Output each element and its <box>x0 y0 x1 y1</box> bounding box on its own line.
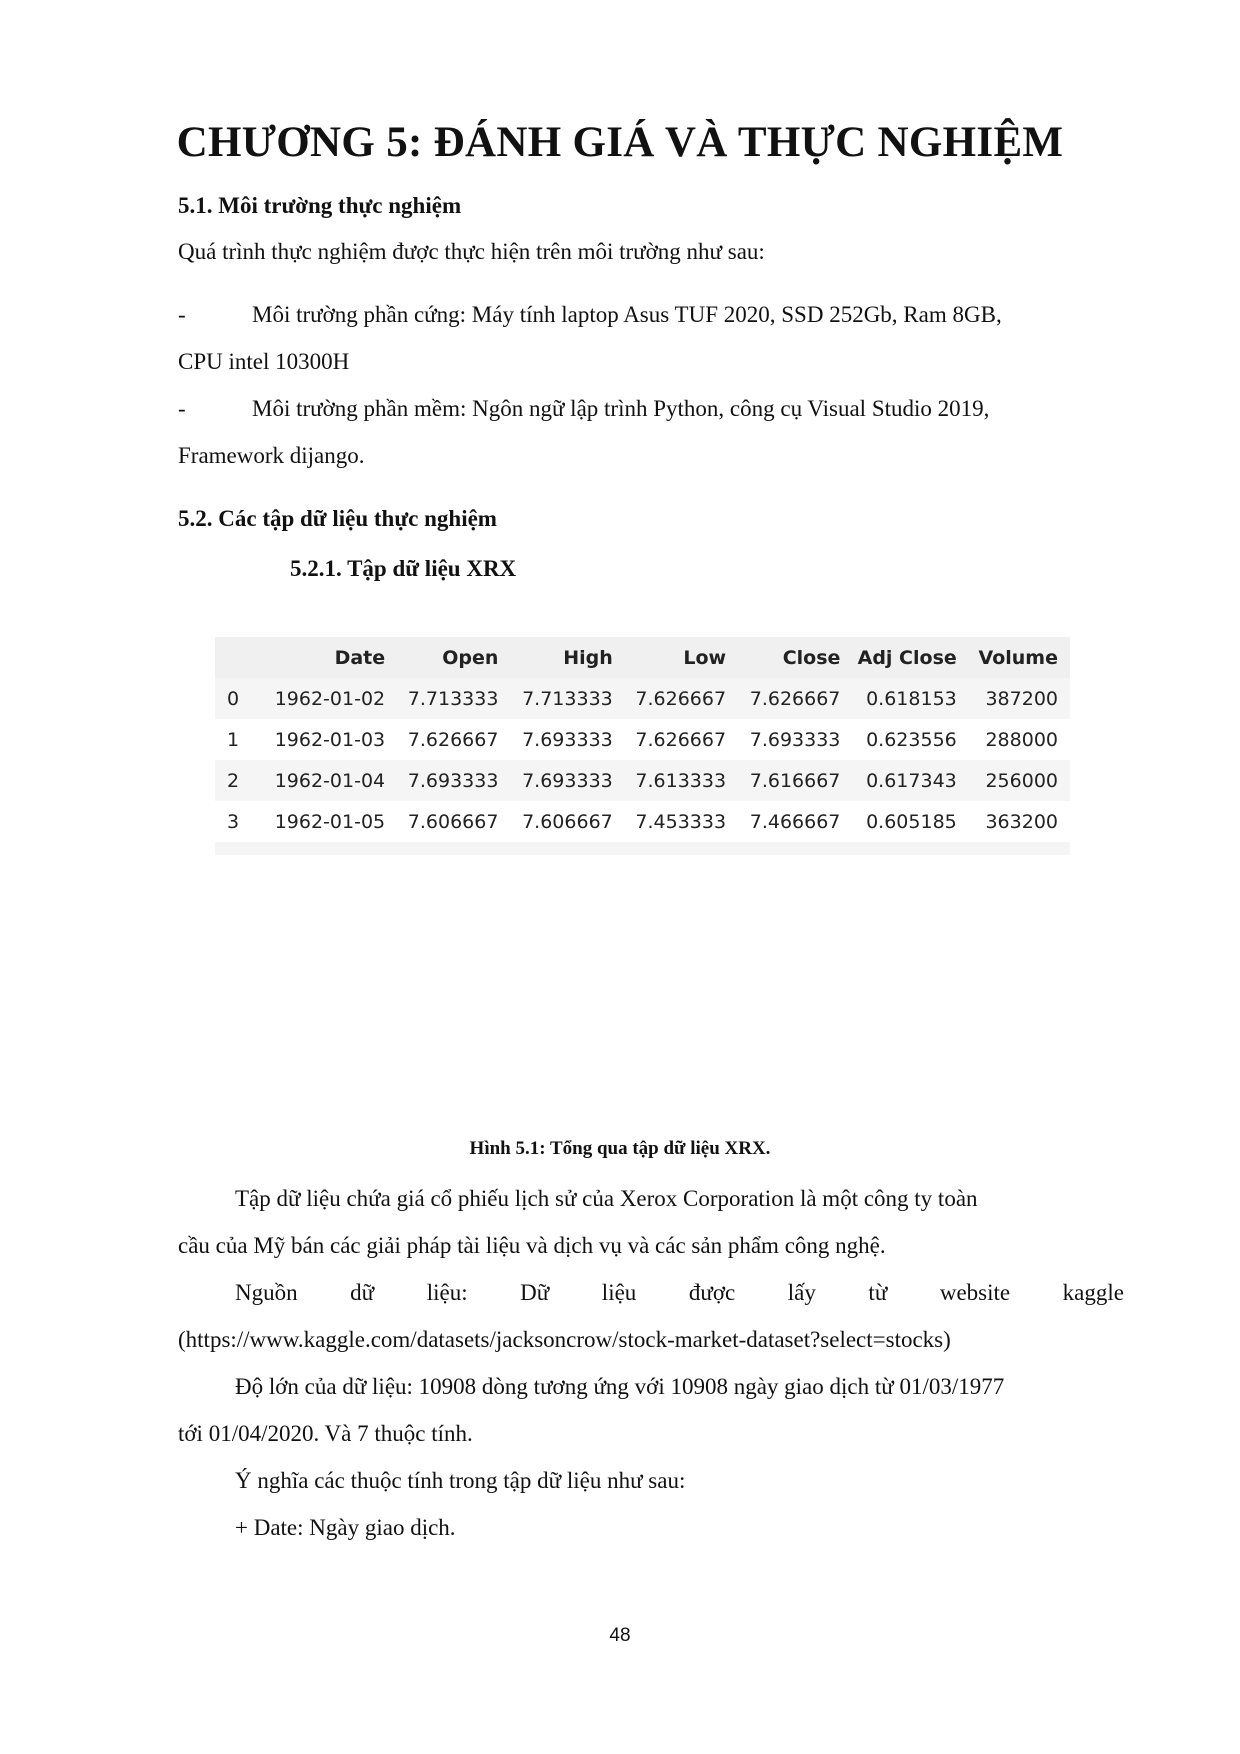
column-header <box>215 637 255 678</box>
body-p2-line2: (https://www.kaggle.com/datasets/jacksoncrow/stock-market-dataset?select=stocks) <box>178 1327 951 1352</box>
row-index: 0 <box>215 678 255 719</box>
row-index: 2 <box>215 760 255 801</box>
section-5-2-heading: 5.2. Các tập dữ liệu thực nghiệm <box>178 506 497 531</box>
table-cell: 7.606667 <box>407 810 499 833</box>
bullet-hardware-line2: CPU intel 10300H <box>178 349 350 374</box>
dataframe-figure <box>215 637 1070 869</box>
chapter-title: CHƯƠNG 5: ĐÁNH GIÁ VÀ THỰC NGHIỆM <box>176 119 1064 166</box>
column-header: Open <box>397 637 510 678</box>
table-cell: 7.626667 <box>625 678 738 719</box>
table-cell: 7.693333 <box>522 728 613 751</box>
table-cell: 7.713333 <box>510 678 624 719</box>
body-p3-line1: Độ lớn của dữ liệu: 10908 dòng tương ứng với 10908 ngày giao dịch từ 01/03/1977 <box>235 1374 1005 1399</box>
table-cell: 1962-01-03 <box>274 728 386 751</box>
column-header: Close <box>738 637 852 678</box>
section-5-2-1-heading: 5.2.1. Tập dữ liệu XRX <box>290 556 517 581</box>
table-cell: 0.618153 <box>852 678 968 719</box>
body-p5: + Date: Ngày giao dịch. <box>235 1515 456 1540</box>
table-cell: 1962-01-05 <box>274 810 386 833</box>
table-row <box>215 678 1070 719</box>
table-cell: 7.693333 <box>749 728 841 751</box>
table-cell: 1962-01-04 <box>255 760 397 801</box>
column-header: Date <box>255 637 397 678</box>
table-row <box>215 760 1070 801</box>
table-cell: 256000 <box>969 760 1070 801</box>
table-cell: 7.606667 <box>522 810 613 833</box>
table-cell: 7.466667 <box>749 810 841 833</box>
bullet-software-line1: Môi trường phần mềm: Ngôn ngữ lập trình Python, công cụ Visual Studio 2019, <box>252 396 990 421</box>
table-cell: 1962-01-02 <box>255 678 397 719</box>
table-cell: 7.616667 <box>738 760 852 801</box>
column-header: High <box>510 637 624 678</box>
figure-crop-edge <box>215 855 1070 869</box>
table-cell: 288000 <box>985 728 1058 751</box>
body-p3-line2: tới 01/04/2020. Và 7 thuộc tính. <box>178 1421 473 1446</box>
row-index: 3 <box>227 810 240 833</box>
dataframe-table <box>215 637 1070 869</box>
table-cell: 7.613333 <box>625 760 738 801</box>
body-p2-line1: Nguồn dữ liệu: Dữ liệu được lấy từ website kaggle <box>235 1280 1124 1305</box>
table-cell: 7.693333 <box>510 760 624 801</box>
table-cell: 363200 <box>985 810 1058 833</box>
table-row <box>215 801 1070 842</box>
bullet-software-line2: Framework dijango. <box>178 443 365 468</box>
table-cell: 7.693333 <box>397 760 510 801</box>
table-cell: 387200 <box>969 678 1070 719</box>
section-5-1-intro: Quá trình thực nghiệm được thực hiện trên môi trường như sau: <box>178 239 765 264</box>
table-cell: 0.617343 <box>852 760 968 801</box>
body-p1-line1: Tập dữ liệu chứa giá cổ phiếu lịch sử của Xerox Corporation là một công ty toàn <box>235 1186 978 1211</box>
section-5-1-heading: 5.1. Môi trường thực nghiệm <box>178 193 462 218</box>
table-cell: 7.626667 <box>407 728 499 751</box>
table-cell: 7.626667 <box>738 678 852 719</box>
column-header: Volume <box>969 637 1070 678</box>
table-cell: 0.623556 <box>866 728 957 751</box>
table-header-row <box>215 637 1070 678</box>
figure-caption: Hình 5.1: Tổng qua tập dữ liệu XRX. <box>469 1138 771 1159</box>
column-header: Low <box>625 637 738 678</box>
bullet-dash: - <box>178 302 186 327</box>
table-cell: 7.453333 <box>635 810 727 833</box>
bullet-dash: - <box>178 396 186 421</box>
column-header: Adj Close <box>852 637 968 678</box>
table-cell: 0.605185 <box>866 810 957 833</box>
bullet-hardware-line1: Môi trường phần cứng: Máy tính laptop Asus TUF 2020, SSD 252Gb, Ram 8GB, <box>252 302 1002 327</box>
table-cell: 7.713333 <box>397 678 510 719</box>
table-cell: 7.626667 <box>635 728 727 751</box>
table-row <box>215 719 1070 760</box>
row-index: 1 <box>227 728 240 751</box>
page-number: 48 <box>609 1625 631 1646</box>
body-p4: Ý nghĩa các thuộc tính trong tập dữ liệu như sau: <box>235 1468 686 1493</box>
body-p1-line2: cầu của Mỹ bán các giải pháp tài liệu và dịch vụ và các sản phẩm công nghệ. <box>178 1233 886 1258</box>
